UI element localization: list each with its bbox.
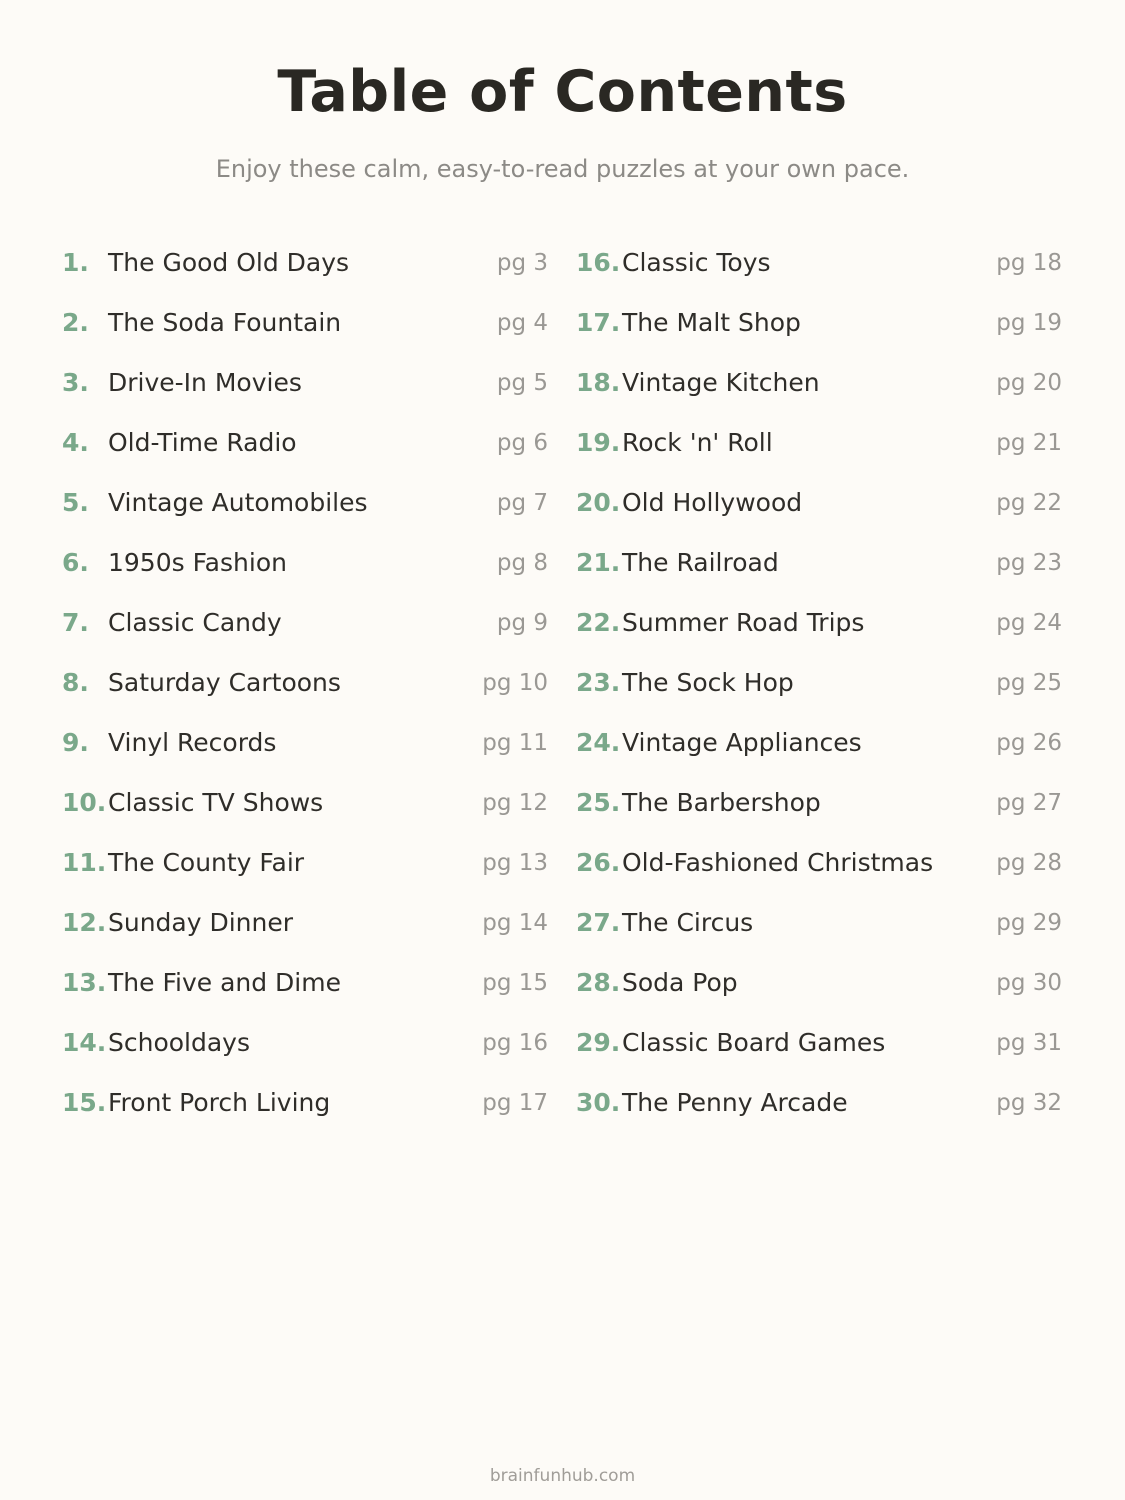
toc-entry-page: pg 11	[482, 730, 548, 756]
toc-entry-title: 1950s Fashion	[108, 548, 287, 577]
toc-entry	[576, 953, 1062, 1013]
toc-entry-number: 16.	[576, 248, 621, 277]
toc-entry	[62, 353, 548, 413]
toc-entry	[576, 1073, 1062, 1133]
toc-entry-number: 2.	[62, 308, 89, 337]
toc-entry-number: 7.	[62, 608, 89, 637]
toc-entry-page: pg 30	[996, 970, 1062, 996]
toc-entry-title: Classic Toys	[622, 248, 771, 277]
toc-entry-number: 10.	[62, 788, 107, 817]
toc-entry-page: pg 28	[996, 850, 1062, 876]
toc-entry-page: pg 31	[996, 1030, 1062, 1056]
toc-entry-page: pg 22	[996, 490, 1062, 516]
toc-entry	[576, 473, 1062, 533]
toc-entry-title: Summer Road Trips	[622, 608, 865, 637]
toc-entry-number: 29.	[576, 1028, 621, 1057]
toc-entry-number: 11.	[62, 848, 107, 877]
toc-entry-title: Vinyl Records	[108, 728, 277, 757]
toc-entry-number: 26.	[576, 848, 621, 877]
toc-entry-number: 8.	[62, 668, 89, 697]
toc-entry-number: 6.	[62, 548, 89, 577]
toc-entry	[62, 953, 548, 1013]
toc-entry	[62, 293, 548, 353]
toc-entry-page: pg 9	[496, 610, 548, 636]
toc-entry-title: The Sock Hop	[622, 668, 794, 697]
toc-entry	[62, 593, 548, 653]
toc-entry-number: 13.	[62, 968, 107, 997]
toc-entry-title: Classic TV Shows	[108, 788, 324, 817]
toc-entry-title: Old Hollywood	[622, 488, 803, 517]
toc-entry	[62, 833, 548, 893]
toc-entry-page: pg 5	[496, 370, 548, 396]
toc-entry	[576, 833, 1062, 893]
toc-entry-title: The Barbershop	[622, 788, 821, 817]
toc-entry-title: Saturday Cartoons	[108, 668, 341, 697]
toc-entry-page: pg 19	[996, 310, 1062, 336]
toc-entry-title: The Good Old Days	[108, 248, 350, 277]
toc-entry	[62, 533, 548, 593]
toc-entry-number: 23.	[576, 668, 621, 697]
toc-entry	[62, 653, 548, 713]
toc-entry	[576, 713, 1062, 773]
toc-entry-number: 17.	[576, 308, 621, 337]
toc-entry-number: 12.	[62, 908, 107, 937]
toc-entry-number: 18.	[576, 368, 621, 397]
toc-entry	[62, 233, 548, 293]
toc-entry	[62, 1073, 548, 1133]
toc-entry	[576, 773, 1062, 833]
toc-entry	[576, 893, 1062, 953]
toc-entry-number: 1.	[62, 248, 89, 277]
toc-entry	[576, 1013, 1062, 1073]
toc-entry-title: Schooldays	[108, 1028, 251, 1057]
toc-entry-number: 15.	[62, 1088, 107, 1117]
toc-entry-page: pg 26	[996, 730, 1062, 756]
toc-entry-title: Soda Pop	[622, 968, 738, 997]
toc-entry-title: The Malt Shop	[622, 308, 801, 337]
footer-site: brainfunhub.com	[489, 1466, 636, 1486]
toc-entry-title: The Five and Dime	[108, 968, 341, 997]
toc-entry-title: Vintage Automobiles	[108, 488, 368, 517]
toc-entry-page: pg 13	[482, 850, 548, 876]
toc-entry-title: Vintage Kitchen	[622, 368, 820, 397]
toc-entry	[576, 653, 1062, 713]
toc-entry-page: pg 29	[996, 910, 1062, 936]
toc-entry	[62, 893, 548, 953]
toc-column-right	[576, 233, 1062, 1133]
toc-entry-title: Sunday Dinner	[108, 908, 294, 937]
toc-entry	[576, 293, 1062, 353]
toc-entry-title: Old-Fashioned Christmas	[622, 848, 934, 877]
toc-entry-number: 14.	[62, 1028, 107, 1057]
toc-entry-number: 4.	[62, 428, 89, 457]
toc-entry-page: pg 12	[482, 790, 548, 816]
toc-entry-page: pg 14	[482, 910, 548, 936]
toc-entry-page: pg 21	[996, 430, 1062, 456]
toc-entry-number: 28.	[576, 968, 621, 997]
toc-entry-title: The Circus	[622, 908, 754, 937]
toc-entry	[576, 593, 1062, 653]
toc-entry-number: 25.	[576, 788, 621, 817]
toc-entry-number: 21.	[576, 548, 621, 577]
toc-entry-title: Vintage Appliances	[622, 728, 862, 757]
toc-entry-page: pg 4	[496, 310, 548, 336]
toc-entry	[62, 773, 548, 833]
toc-entry-page: pg 32	[996, 1090, 1062, 1116]
page-title: Table of Contents	[277, 59, 848, 125]
toc-entry-number: 27.	[576, 908, 621, 937]
toc-entry-page: pg 10	[482, 670, 548, 696]
toc-entry-title: Classic Candy	[108, 608, 282, 637]
toc-entry	[62, 413, 548, 473]
toc-entry-page: pg 7	[496, 490, 548, 516]
toc-entry-number: 3.	[62, 368, 89, 397]
toc-column-left	[62, 233, 548, 1133]
toc-entry	[576, 353, 1062, 413]
toc-entry-page: pg 20	[996, 370, 1062, 396]
toc-entry-title: The County Fair	[108, 848, 305, 877]
toc-entry-number: 22.	[576, 608, 621, 637]
page-subtitle: Enjoy these calm, easy-to-read puzzles at your own pace.	[215, 155, 910, 183]
toc-entry-number: 19.	[576, 428, 621, 457]
toc-entry-page: pg 25	[996, 670, 1062, 696]
toc-entry-page: pg 16	[482, 1030, 548, 1056]
toc-entry	[576, 413, 1062, 473]
toc-entry-title: Old-Time Radio	[108, 428, 297, 457]
toc-entry-page: pg 17	[482, 1090, 548, 1116]
toc-entry-page: pg 6	[496, 430, 548, 456]
toc-entry-page: pg 15	[482, 970, 548, 996]
toc-entry	[576, 533, 1062, 593]
toc-entry-title: The Penny Arcade	[622, 1088, 848, 1117]
toc-entry-number: 24.	[576, 728, 621, 757]
toc-entry-title: Drive-In Movies	[108, 368, 302, 397]
toc-entry-page: pg 3	[496, 250, 548, 276]
toc-entry-page: pg 24	[996, 610, 1062, 636]
toc-entry-title: Front Porch Living	[108, 1088, 331, 1117]
toc-entry	[62, 713, 548, 773]
toc-entry-page: pg 8	[496, 550, 548, 576]
toc-entry-title: The Railroad	[622, 548, 779, 577]
toc-entry-number: 9.	[62, 728, 89, 757]
toc-entry-number: 30.	[576, 1088, 621, 1117]
toc-entry-number: 5.	[62, 488, 89, 517]
toc-entry	[62, 473, 548, 533]
toc-entry-page: pg 23	[996, 550, 1062, 576]
toc-entry-title: Classic Board Games	[622, 1028, 886, 1057]
toc-entry-title: The Soda Fountain	[108, 308, 342, 337]
toc-entry-title: Rock 'n' Roll	[622, 428, 773, 457]
toc-entry-page: pg 27	[996, 790, 1062, 816]
toc-entry	[576, 233, 1062, 293]
toc-entry-page: pg 18	[996, 250, 1062, 276]
toc-entry-number: 20.	[576, 488, 621, 517]
toc-entry	[62, 1013, 548, 1073]
